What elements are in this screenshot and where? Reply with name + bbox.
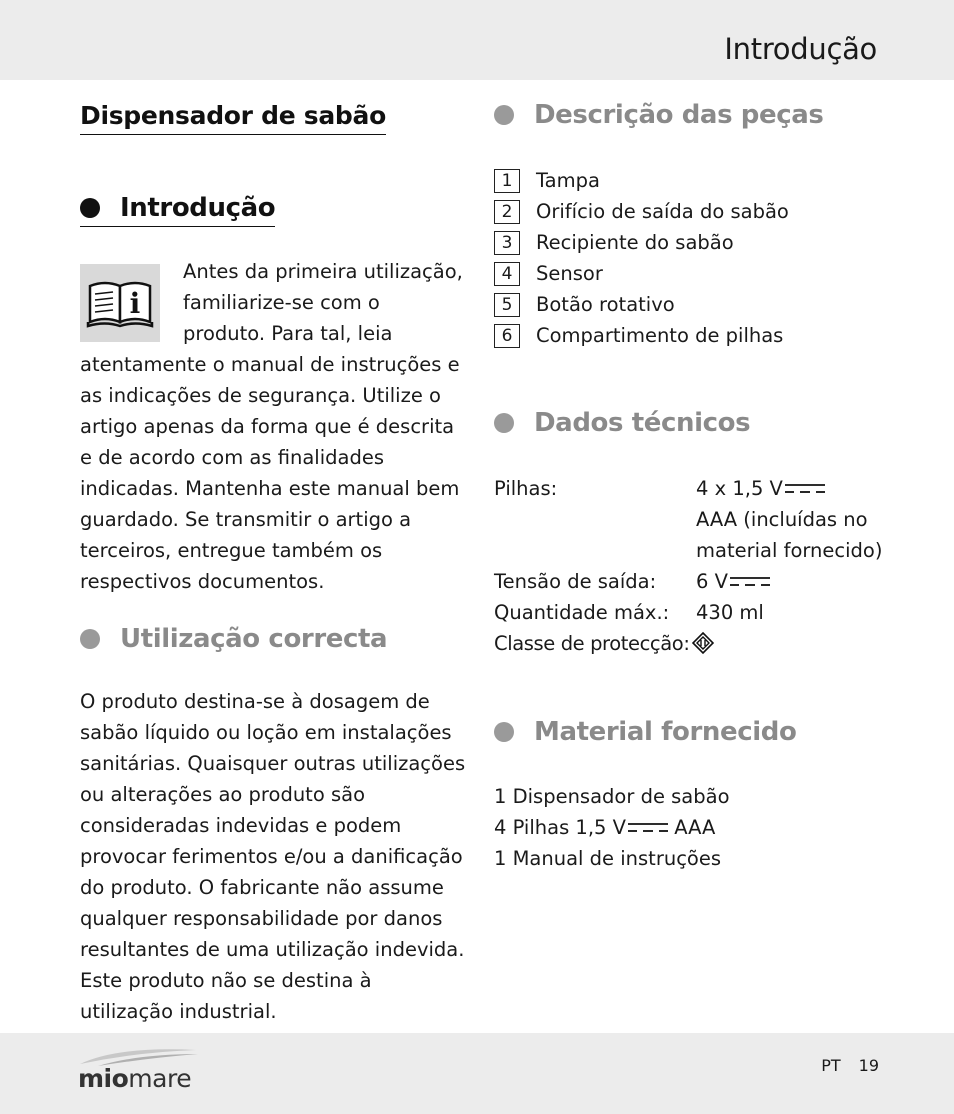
page-footer — [821, 1056, 879, 1075]
table-row — [494, 628, 896, 659]
spec-value-text: 4 x 1,5 V — [696, 477, 783, 500]
spec-key — [494, 535, 696, 566]
part-label: Sensor — [536, 262, 603, 285]
svg-text:i: i — [129, 287, 141, 320]
list-item: 1 Dispensador de sabão — [494, 785, 730, 808]
part-number: 6 — [494, 324, 520, 348]
intro-heading-text: Introdução — [120, 193, 276, 223]
usage-paragraph: O produto destina-se à dosagem de sabão líquido ou loção em instalações sanitárias. Quaisquer outras utilizações ou alterações ao produto são consideradas indevidas e podem provocar ferimentos e/ou a danificação do produto. O fabricante não assume qualquer responsabilidade por danos resultantes de uma utilização indevida. Este produto não se destina à utilização industrial. — [80, 690, 466, 1023]
part-label: Recipiente do sabão — [536, 231, 734, 254]
bullet-dot-icon — [494, 105, 514, 125]
table-row — [494, 473, 896, 504]
list-item — [494, 196, 789, 227]
header-bar — [0, 0, 954, 80]
page-number: 19 — [858, 1056, 879, 1075]
part-label: Tampa — [536, 169, 600, 192]
spec-key: Quantidade máx.: — [494, 601, 670, 624]
part-label: Compartimento de pilhas — [536, 324, 784, 347]
table-row — [494, 566, 896, 597]
table-row — [494, 597, 896, 628]
tech-specs-table — [494, 473, 896, 659]
parts-heading-text: Descrição das peças — [534, 100, 824, 130]
document-title: Dispensador de sabão — [80, 101, 386, 135]
spec-key: Classe de protecção: — [494, 632, 690, 655]
delivery-line-text: AAA — [674, 816, 716, 839]
delivery-heading-text: Material fornecido — [534, 717, 797, 747]
spec-value: AAA (incluídas no — [696, 508, 868, 531]
list-item — [494, 320, 789, 351]
part-number: 1 — [494, 169, 520, 193]
intro-paragraph: Antes da primeira utilização, familiarize-se com o produto. Para tal, leia atentamente o manual de instruções e as indicações de segurança. Utilize o artigo apenas da forma que é descrita e de acordo com as finalidades indicadas. Mantenha este manual bem guardado. Se transmitir o artigo a terceiros, entregue também os respectivos documentos. — [80, 260, 463, 593]
intro-paragraph-block — [80, 256, 466, 597]
part-number: 2 — [494, 200, 520, 224]
list-item: 1 Manual de instruções — [494, 847, 722, 870]
usage-heading-text: Utilização correcta — [120, 624, 388, 654]
intro-heading-underline — [80, 193, 275, 227]
dc-symbol-icon — [785, 482, 825, 494]
protection-class-icon — [692, 632, 714, 654]
table-row — [494, 504, 896, 535]
spec-key — [494, 504, 696, 535]
bullet-dot-icon — [494, 413, 514, 433]
spec-value — [696, 473, 896, 504]
list-item — [494, 227, 789, 258]
spec-key: Tensão de saída: — [494, 570, 657, 593]
dc-symbol-icon — [628, 821, 668, 833]
list-item — [494, 258, 789, 289]
part-label: Botão rotativo — [536, 293, 675, 316]
list-item — [494, 165, 789, 196]
spec-value-text: 6 V — [696, 570, 728, 593]
part-number: 4 — [494, 262, 520, 286]
logo-text-bold: mio — [78, 1064, 129, 1093]
parts-heading — [494, 100, 823, 130]
intro-heading — [80, 193, 275, 223]
language-code: PT — [821, 1056, 841, 1075]
miomare-logo — [78, 1046, 203, 1102]
spec-value — [696, 628, 896, 659]
spec-value: 430 ml — [696, 601, 764, 624]
part-number: 5 — [494, 293, 520, 317]
tech-heading-text: Dados técnicos — [534, 408, 751, 438]
list-item — [494, 289, 789, 320]
delivery-list — [494, 781, 730, 874]
table-row — [494, 535, 896, 566]
usage-heading — [80, 624, 387, 654]
spec-value: material fornecido) — [696, 539, 883, 562]
spec-key: Pilhas: — [494, 477, 558, 500]
bullet-dot-icon — [80, 198, 100, 218]
part-label: Orifício de saída do sabão — [536, 200, 789, 223]
parts-list — [494, 165, 789, 351]
delivery-line-text: 4 Pilhas 1,5 V — [494, 816, 626, 839]
delivery-heading — [494, 717, 796, 747]
part-number: 3 — [494, 231, 520, 255]
spec-value — [696, 566, 896, 597]
tech-heading — [494, 408, 750, 438]
usage-paragraph-block — [80, 686, 466, 1027]
dc-symbol-icon — [730, 575, 770, 587]
logo-text-light: mare — [128, 1064, 192, 1093]
bullet-dot-icon — [494, 722, 514, 742]
bullet-dot-icon — [80, 629, 100, 649]
page-header-title: Introdução — [724, 32, 877, 66]
list-item — [494, 812, 730, 843]
